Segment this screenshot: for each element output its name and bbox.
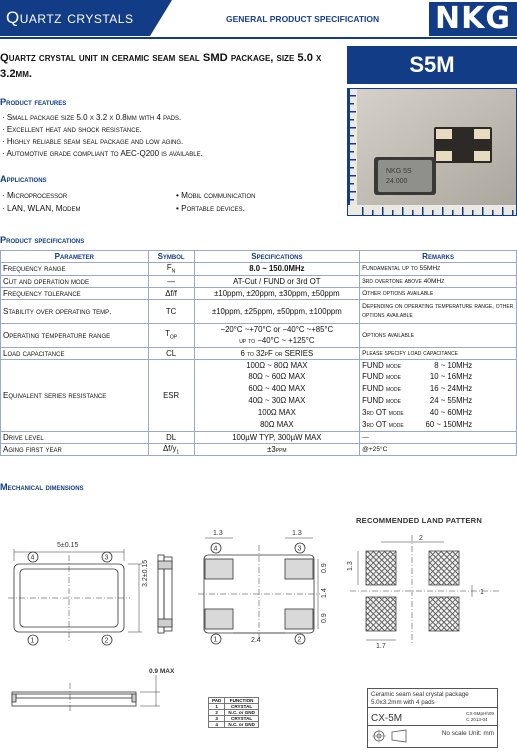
pin-label: 3 [297, 545, 302, 553]
dim-pad-gap: 1.4 [321, 588, 328, 598]
remark-cell: Other options available [360, 287, 517, 299]
package-top-view [8, 549, 142, 641]
col-symbol: Symbol [148, 251, 194, 263]
application-item: • Portable devices. [176, 204, 245, 213]
symbol-cell: TC [148, 299, 194, 323]
mode-label: 3rd OT mode [362, 407, 404, 417]
pin-label: 4 [30, 554, 35, 562]
title-block-code [466, 711, 494, 723]
esr-value: 80Ω MAX [260, 419, 294, 429]
package-bottom-view [198, 538, 320, 641]
col-parameter: Parameter [1, 251, 149, 263]
projection-symbol-icon [372, 729, 412, 743]
nkg-logo: NKG [429, 2, 517, 36]
mode-label: FUND mode [362, 396, 401, 406]
param-cell: Equivalent series resistance [1, 359, 149, 431]
table-row [1, 275, 517, 287]
remark-cell: Options available [360, 323, 517, 347]
title-block-description: Ceramic seam seal crystal package 5.0x3.2mm with 4 pads [368, 689, 497, 708]
spec-cell: ±10ppm, ±25ppm, ±50ppm, ±100ppm [194, 299, 360, 323]
pad-cell: 4 [209, 722, 225, 728]
pin-label: 1 [213, 636, 218, 644]
symbol-cell: $\Delta f/y_1$ [148, 443, 194, 456]
esr-value: 100Ω MAX [257, 407, 296, 417]
product-photo [347, 88, 517, 216]
crystal-photo-graphic [348, 89, 517, 216]
remark-cell: — [360, 431, 517, 443]
dim-height: 3.2±0.15 [142, 559, 149, 587]
features-list [2, 112, 203, 160]
title-block-divider [368, 725, 497, 726]
table-row [1, 263, 517, 276]
feature-item: · Small package size 5.0 x 3.2 x 0.8mm with 4 pads. [2, 112, 203, 124]
mechanical-heading: Mechanical dimensions [0, 482, 84, 492]
function-cell: N.C. or GND [225, 722, 259, 728]
mode-range: 40 ~ 60MHz [429, 407, 473, 417]
symbol-cell: — [148, 275, 194, 287]
spec-cell: 100µW TYP, 300µW MAX [194, 431, 360, 443]
esr-value: 40Ω ~ 30Ω MAX [248, 396, 306, 406]
specs-heading: Product specifications [0, 235, 85, 245]
feature-item: · Automotive grade compliant to AEC-Q200 is available. [2, 148, 203, 160]
series-title: Quartz crystals [6, 8, 134, 27]
feature-item: · Highly reliable seam seal package and low aging. [2, 136, 203, 148]
crystal-bottom-view [434, 127, 492, 163]
header-band-tip [150, 0, 172, 36]
symbol-cell: $T_{OP}$ [148, 323, 194, 347]
spec-line: up to −40°C ~ +125°C [239, 336, 315, 346]
param-cell: Cut and operation mode [1, 275, 149, 287]
mode-range: 16 ~ 24MHz [429, 384, 473, 394]
dim-pad-h1: 0.9 [321, 563, 328, 573]
mode-label: FUND mode [362, 384, 401, 394]
param-cell: Frequency range [1, 263, 149, 276]
header [0, 0, 517, 36]
dim-width: 5±0.15 [57, 542, 79, 549]
pin-label: 4 [213, 545, 218, 553]
col-remarks: Remarks [360, 251, 517, 263]
document-title: Quartz crystal unit in ceramic seam seal SMD package, size 5.0 x 3.2mm. [0, 52, 322, 80]
pin-label: 1 [30, 637, 35, 645]
drawing-code: CX-5MpHh09 [466, 711, 494, 716]
land-pattern-title: RECOMMENDED LAND PATTERN [356, 516, 483, 525]
drawing-title-block [367, 688, 498, 748]
pad-header: PAD [209, 698, 225, 704]
pad-function-table [208, 697, 259, 728]
mode-label: 3rd OT mode [362, 419, 404, 429]
symbol-cell: ESR [148, 359, 194, 431]
land-pattern [350, 535, 500, 645]
spec-cell: 8.0 ~ 150.0MHz [194, 263, 360, 276]
applications-heading: Applications [0, 174, 47, 184]
mode-range: 24 ~ 55MHz [429, 396, 473, 406]
function-cell: CRYSTAL [225, 704, 259, 710]
drawing-revision: C 2013-04 [466, 717, 488, 722]
spec-cell: 6 to 32pF or SERIES [194, 347, 360, 359]
remark-cell: Please specify load capacitance [360, 347, 517, 359]
spec-cell: ±3ppm [194, 443, 360, 456]
spec-table [0, 250, 517, 456]
pin-label: 2 [297, 636, 302, 644]
feature-item: · Excellent heat and shock resistance. [2, 124, 203, 136]
col-specifications: Specifications [194, 251, 360, 263]
lid-marking-2: 24.000 [386, 178, 408, 185]
features-heading: Product features [0, 97, 67, 107]
function-cell: N.C. or GND [225, 710, 259, 716]
remark-cell [360, 359, 517, 431]
param-cell: Frequency tolerance [1, 287, 149, 299]
function-cell: CRYSTAL [225, 716, 259, 722]
general-spec-label: GENERAL PRODUCT SPECIFICATION [226, 14, 380, 24]
dim-land-w: 1.7 [376, 643, 386, 650]
esr-value: 100Ω ~ 80Ω MAX [246, 360, 308, 370]
title-block-model: CX-5M [371, 713, 403, 724]
mode-label: FUND mode [362, 360, 401, 370]
spec-cell [194, 323, 360, 347]
pin-label: 3 [104, 554, 109, 562]
mode-label: FUND mode [362, 372, 401, 382]
remark-cell: 3rd overtone above 40MHz [360, 275, 517, 287]
table-row [1, 347, 517, 359]
symbol-cell: Δf/f [148, 287, 194, 299]
table-row [1, 443, 517, 456]
table-row [1, 299, 517, 323]
applications-col-1 [2, 189, 81, 215]
dim-pad-w2: 1.3 [292, 530, 302, 537]
application-item: • Mobil communication [176, 191, 256, 200]
dim-land-gap: 1 [480, 589, 484, 596]
symbol-cell: $F_N$ [148, 263, 194, 276]
spec-header-row [1, 251, 517, 263]
package-side-view [158, 555, 172, 633]
esr-value: 80Ω ~ 60Ω MAX [248, 372, 306, 382]
table-row [1, 431, 517, 443]
spec-line: −20°C ~+70°C or −40°C ~+85°C [220, 325, 334, 335]
function-header: FUNCTION [225, 698, 259, 704]
symbol-cell: CL [148, 347, 194, 359]
model-badge: S5M [347, 46, 517, 84]
pad-cell: 1 [209, 704, 225, 710]
mode-range: 10 ~ 16MHz [429, 372, 473, 382]
dim-land-y: 1.3 [347, 561, 354, 571]
dim-pad-w1: 1.3 [213, 530, 223, 537]
dim-land-x: 2 [419, 535, 423, 542]
pin-label: 2 [104, 637, 109, 645]
pad-cell: 2 [209, 710, 225, 716]
spec-cell: ±10ppm, ±20ppm, ±30ppm, ±50ppm [194, 287, 360, 299]
application-item: · Microprocessor [2, 191, 68, 200]
remark-cell: Fundamental up to 55MHz [360, 263, 517, 276]
pad-cell: 3 [209, 716, 225, 722]
package-profile-view [12, 675, 160, 713]
dim-pad-span: 2.4 [251, 637, 261, 644]
param-cell: Stability over operating temp. [1, 299, 149, 323]
lid-marking-1: NKG 5S [386, 168, 412, 175]
mode-range: 8 ~ 10MHz [434, 360, 473, 370]
table-row [1, 287, 517, 299]
dim-pad-h2: 0.9 [321, 613, 328, 623]
esr-value: 60Ω ~ 40Ω MAX [248, 384, 306, 394]
remark-cell: @+25°C [360, 443, 517, 456]
symbol-cell: DL [148, 431, 194, 443]
application-item: · LAN, WLAN, Modem [2, 204, 81, 213]
table-row [1, 359, 517, 431]
spec-cell [194, 359, 360, 431]
param-cell: Operating temperature range [1, 323, 149, 347]
remark-cell: Depending on operating temperature range, other options available [360, 299, 517, 323]
table-row [1, 323, 517, 347]
header-rule [0, 37, 517, 39]
param-cell: Drive level [1, 431, 149, 443]
applications-col-2 [176, 189, 255, 215]
param-cell: Load capacitance [1, 347, 149, 359]
mode-range: 60 ~ 150MHz [425, 419, 473, 429]
spec-cell: AT-Cut / FUND or 3rd OT [194, 275, 360, 287]
title-block-scale: No scale Unit: mm [441, 730, 494, 737]
crystal-top-view [374, 157, 436, 195]
dim-thickness: 0.9 MAX [149, 668, 175, 675]
param-cell: Aging first year [1, 443, 149, 456]
